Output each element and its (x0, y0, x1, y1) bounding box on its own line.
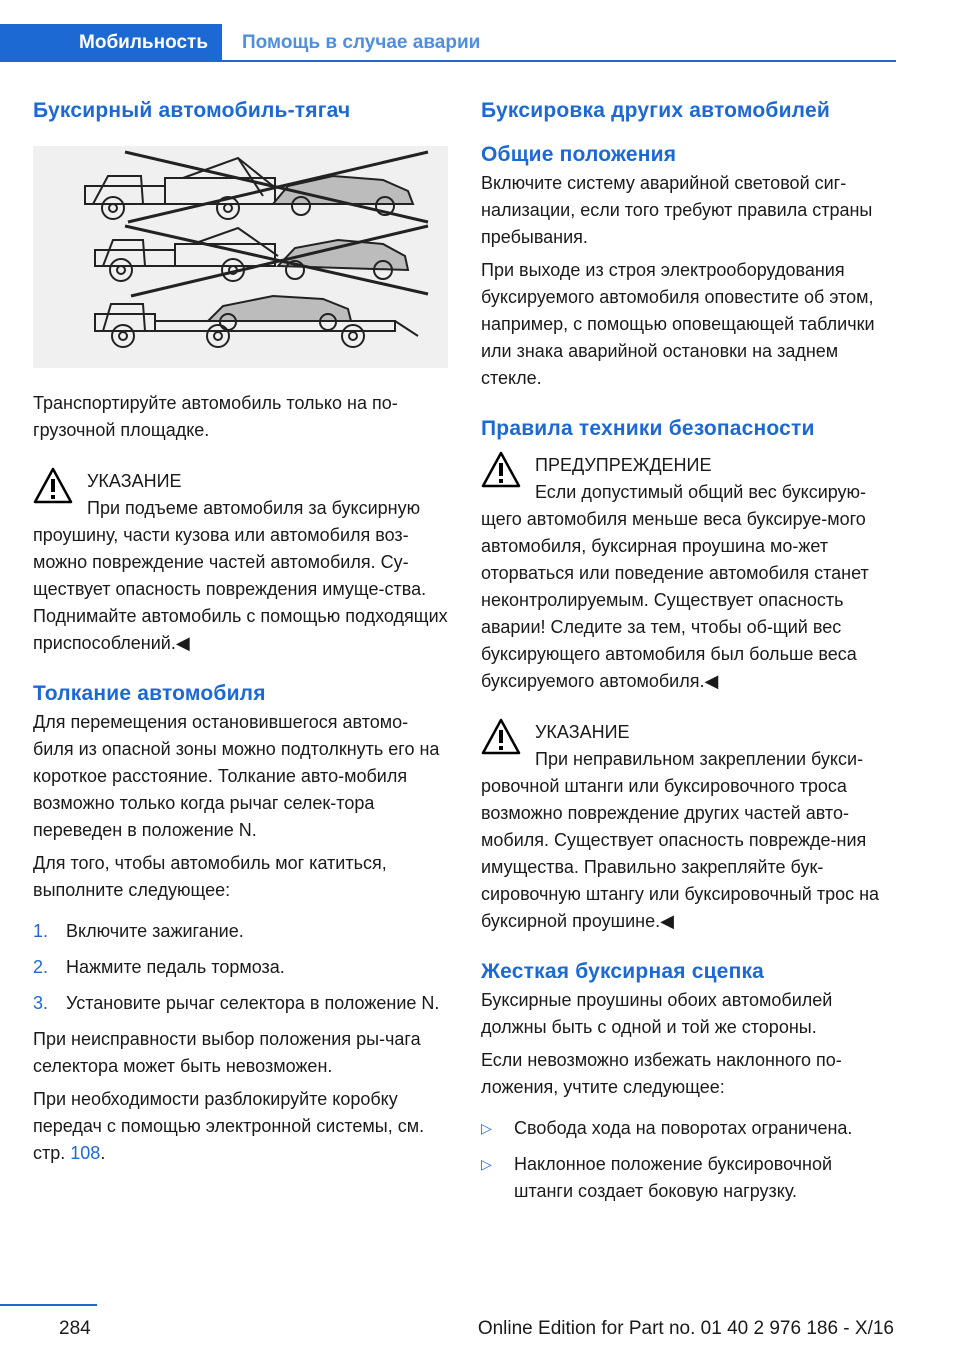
right-column (481, 96, 896, 1214)
warning-weight-text: Если допустимый общий вес буксирую-щего автомобиля меньше веса буксируе-мого автомобиля, буксирная проушина мо-жет оторваться или поведение автомобиля станет неконтролируемым. Существует опасность аварии! Следите за тем, чтобы об-щий вес буксирующего автомобиля был больше веса буксируемого автомобиля.◀ (481, 482, 869, 691)
left-column (33, 96, 448, 1167)
paragraph-rigid-2: Если невозможно избежать наклонного по-ложения, учтите следующее: (481, 1050, 842, 1097)
list-item (33, 954, 448, 981)
step-number: 1. (33, 921, 49, 941)
notice-lifting (33, 466, 448, 657)
heading-rigid-tow: Жесткая буксирная сцепка (481, 960, 765, 983)
edition-info: Online Edition for Part no. 01 40 2 976 186 - X/16 (477, 1318, 894, 1339)
warning-triangle-icon (481, 450, 521, 490)
bullet-text: Наклонное положение буксировочной штанги создает боковую нагрузку. (514, 1154, 833, 1201)
paragraph-unlock (33, 1086, 448, 1167)
bullet-triangle-icon: ▷ (481, 1120, 492, 1136)
paragraph-rigid-1: Буксирные проушины обоих автомобилей должны быть с одной и той же стороны. (481, 990, 833, 1037)
warning-weight-title: ПРЕДУПРЕЖДЕНИЕ (535, 455, 712, 475)
paragraph-push-1: Для перемещения остановившегося автомо-биля из опасной зоны можно подтолкнуть его на короткое расстояние. Толкание авто-мобиля возможно только когда рычаг селек-тора переведен в положение N. (33, 712, 440, 840)
paragraph-push-2: Для того, чтобы автомобиль мог катиться, выполните следующее: (33, 853, 387, 900)
bullet-text: Свобода хода на поворотах ограничена. (514, 1118, 853, 1138)
paragraph-transport: Транспортируйте автомобиль только на по-грузочной площадке. (33, 393, 398, 440)
list-item (481, 1151, 896, 1205)
notice-tow-bar-text: При неправильном закреплении букси-ровочной штанги или буксировочного троса возможно повреждение других частей авто-мобиля. Существует опасность поврежде-ния имущества. Правильно закрепляйте бук-сировочную штангу или буксировочный трос на буксирной проушине.◀ (481, 749, 880, 931)
list-item (481, 1115, 896, 1142)
step-number: 2. (33, 957, 49, 977)
paragraph-unlock-end: . (100, 1143, 106, 1163)
tow-truck-illustration-svg (33, 146, 448, 368)
warning-triangle-icon (481, 717, 521, 757)
push-steps-list (33, 918, 448, 1017)
rigid-tow-bullets (481, 1115, 896, 1205)
footer-divider (0, 1304, 97, 1306)
heading-general: Общие положения (481, 143, 677, 166)
heading-tow-truck: Буксирный автомобиль-тягач (33, 99, 351, 122)
notice-tow-bar (481, 717, 896, 935)
step-text: Установите рычаг селектора в положение N. (66, 993, 440, 1013)
tab-emergency-help[interactable] (242, 24, 480, 62)
list-item (33, 918, 448, 945)
bullet-triangle-icon: ▷ (481, 1156, 492, 1172)
tab-mobility-label: Мобильность (79, 32, 208, 53)
paragraph-general-2: При выходе из строя электрооборудования буксируемого автомобиля оповестите об этом, например, с помощью оповещающей таблички или знака аварийной остановки на заднем стекле. (481, 260, 875, 388)
paragraph-fault: При неисправности выбор положения ры-чага селектора может быть невозможен. (33, 1029, 421, 1076)
warning-triangle-icon (33, 466, 73, 506)
page-reference-link[interactable]: 108 (70, 1143, 101, 1163)
header-divider (222, 60, 896, 62)
step-number: 3. (33, 993, 49, 1013)
paragraph-unlock-text: При необходимости разблокируйте коробку передач с помощью электронной системы, см. стр. (33, 1089, 425, 1163)
step-text: Включите зажигание. (66, 921, 244, 941)
tab-emergency-help-label: Помощь в случае аварии (242, 32, 481, 53)
list-item (33, 990, 448, 1017)
notice-tow-bar-title: УКАЗАНИЕ (535, 722, 630, 742)
heading-push: Толкание автомобиля (33, 682, 266, 705)
paragraph-general-1: Включите систему аварийной световой сиг-нализации, если того требуют правила страны пребывания. (481, 173, 873, 247)
page-number: 284 (59, 1318, 91, 1339)
notice-lifting-text: При подъеме автомобиля за буксирную проушину, части кузова или автомобиля воз-можно повреждение частей автомобиля. Су-ществует опасность повреждения имуще-ства. Поднимайте автомобиль с помощью подходящих приспособлений.◀ (33, 498, 448, 653)
tab-mobility[interactable] (0, 24, 222, 62)
heading-safety: Правила техники безопасности (481, 417, 815, 440)
notice-lifting-title: УКАЗАНИЕ (87, 471, 182, 491)
warning-weight (481, 450, 896, 695)
heading-towing-others: Буксировка других автомобилей (481, 99, 830, 122)
tow-truck-illustration (33, 146, 448, 368)
step-text: Нажмите педаль тормоза. (66, 957, 285, 977)
